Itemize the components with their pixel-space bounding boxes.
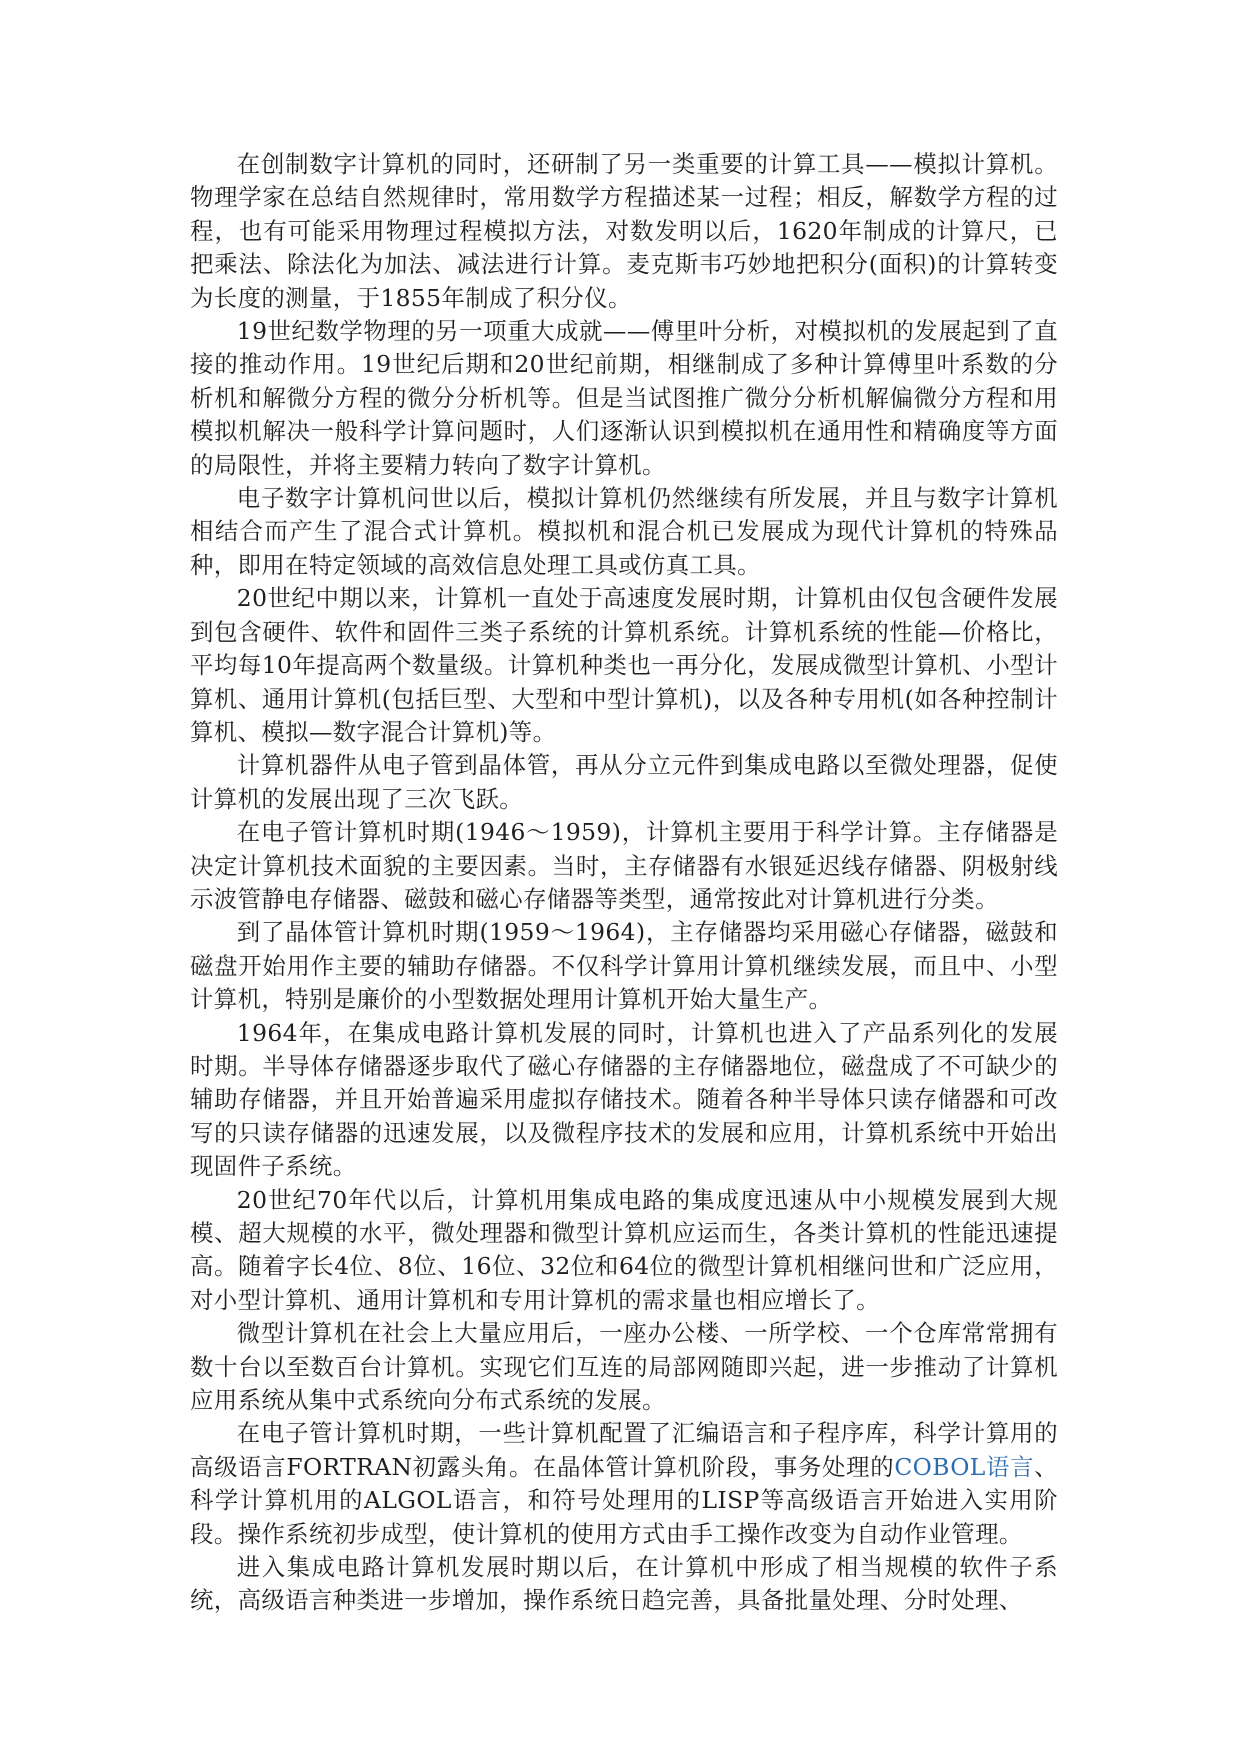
article-body xyxy=(190,148,1058,1618)
paragraph-8: 1964年，在集成电路计算机发展的同时，计算机也进入了产品系列化的发展时期。半导体存储器逐步取代了磁心存储器的主存储器地位，磁盘成了不可缺少的辅助存储器，并且开始普遍采用虚拟存储技术。随着各种半导体只读存储器和可改写的只读存储器的迅速发展，以及微程序技术的发展和应用，计算机系统中开始出现固件子系统。 xyxy=(190,1018,1058,1181)
paragraph-11-text-after: 、科学计算机用的ALGOL语言，和符号处理用的LISP等高级语言开始进入实用阶段。操作系统初步成型，使计算机的使用方式由手工操作改变为自动作业管理。 xyxy=(190,1452,1058,1548)
paragraph-11 xyxy=(190,1417,1058,1551)
paragraph-1: 在创制数字计算机的同时，还研制了另一类重要的计算工具——模拟计算机。物理学家在总结自然规律时，常用数学方程描述某一过程；相反，解数学方程的过程，也有可能采用物理过程模拟方法，对数发明以后，1620年制成的计算尺，已把乘法、除法化为加法、减法进行计算。麦克斯韦巧妙地把积分(面积)的计算转变为长度的测量，于1855年制成了积分仪。 xyxy=(190,150,1058,312)
paragraph-6: 在电子管计算机时期(1946～1959)，计算机主要用于科学计算。主存储器是决定计算机技术面貌的主要因素。当时，主存储器有水银延迟线存储器、阴极射线示波管静电存储器、磁鼓和磁心存储器等类型，通常按此对计算机进行分类。 xyxy=(190,818,1058,913)
cobol-language-link[interactable]: COBOL语言 xyxy=(894,1452,1035,1481)
paragraph-10: 微型计算机在社会上大量应用后，一座办公楼、一所学校、一个仓库常常拥有数十台以至数百台计算机。实现它们互连的局部网随即兴起，进一步推动了计算机应用系统从集中式系统向分布式系统的发展。 xyxy=(190,1319,1058,1415)
paragraph-11-text-before: 在电子管计算机时期，一些计算机配置了汇编语言和子程序库，科学计算用的高级语言FORTRAN初露头角。在晶体管计算机阶段，事务处理的 xyxy=(190,1419,1058,1481)
paragraph-7: 到了晶体管计算机时期(1959～1964)，主存储器均采用磁心存储器，磁鼓和磁盘开始用作主要的辅助存储器。不仅科学计算用计算机继续发展，而且中、小型计算机，特别是廉价的小型数据处理用计算机开始大量生产。 xyxy=(190,918,1058,1014)
paragraph-9: 20世纪70年代以后，计算机用集成电路的集成度迅速从中小规模发展到大规模、超大规模的水平，微处理器和微型计算机应运而生，各类计算机的性能迅速提高。随着字长4位、8位、16位、32位和64位的微型计算机相继问世和广泛应用，对小型计算机、通用计算机和专用计算机的需求量也相应增长了。 xyxy=(190,1185,1058,1314)
paragraph-4: 20世纪中期以来，计算机一直处于高速度发展时期，计算机由仅包含硬件发展到包含硬件、软件和固件三类子系统的计算机系统。计算机系统的性能—价格比，平均每10年提高两个数量级。计算机种类也一再分化，发展成微型计算机、小型计算机、通用计算机(包括巨型、大型和中型计算机)，以及各种专用机(如各种控制计算机、模拟—数字混合计算机)等。 xyxy=(190,584,1058,746)
paragraph-2: 19世纪数学物理的另一项重大成就——傅里叶分析，对模拟机的发展起到了直接的推动作用。19世纪后期和20世纪前期，相继制成了多种计算傅里叶系数的分析机和解微分方程的微分分析机等。但是当试图推广微分分析机解偏微分方程和用模拟机解决一般科学计算问题时，人们逐渐认识到模拟机在通用性和精确度等方面的局限性，并将主要精力转向了数字计算机。 xyxy=(190,317,1058,479)
paragraph-5: 计算机器件从电子管到晶体管，再从分立元件到集成电路以至微处理器，促使计算机的发展出现了三次飞跃。 xyxy=(190,751,1058,813)
paragraph-3: 电子数字计算机问世以后，模拟计算机仍然继续有所发展，并且与数字计算机相结合而产生了混合式计算机。模拟机和混合机已发展成为现代计算机的特殊品种，即用在特定领域的高效信息处理工具或仿真工具。 xyxy=(190,484,1058,579)
paragraph-12: 进入集成电路计算机发展时期以后，在计算机中形成了相当规模的软件子系统，高级语言种类进一步增加，操作系统日趋完善，具备批量处理、分时处理、 xyxy=(190,1553,1058,1615)
